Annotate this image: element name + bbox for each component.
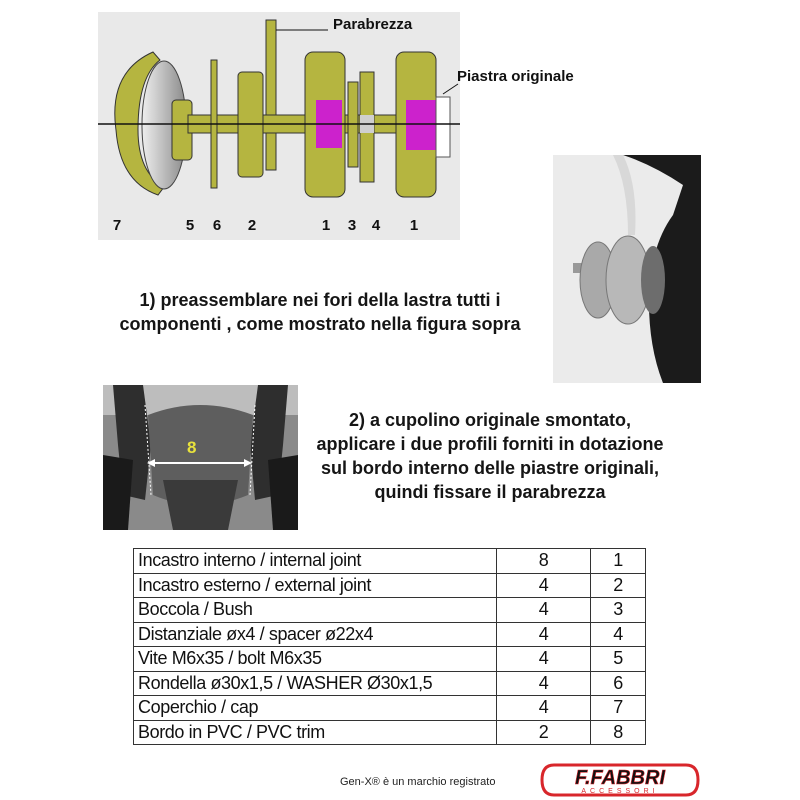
- instruction-step-2: 2) a cupolino originale smontato, applicare i due profili forniti in dotazione sul bordo interno delle piastre originali, quindi fissare il parabrezza: [316, 410, 664, 502]
- table-row: [134, 573, 646, 598]
- label-windshield: Parabrezza: [333, 16, 413, 33]
- part-number-label: 5: [185, 217, 195, 234]
- part-name-cell: Incastro interno / internal joint: [134, 549, 497, 574]
- part-reference-cell: 2: [591, 573, 646, 598]
- trim-label: 8: [187, 438, 197, 457]
- scooter-front-photo: [103, 385, 298, 530]
- part-name-cell: Boccola / Bush: [134, 598, 497, 623]
- part-number-label: 6: [212, 217, 222, 234]
- part-quantity-cell: 4: [497, 573, 591, 598]
- logo-sub-text: ACCESSORI: [581, 788, 659, 795]
- part-name-cell: Incastro esterno / external joint: [134, 573, 497, 598]
- part-quantity-cell: 4: [497, 647, 591, 672]
- part-name-cell: Rondella ø30x1,5 / WASHER Ø30x1,5: [134, 671, 497, 696]
- table-row: [134, 696, 646, 721]
- part-quantity-cell: 4: [497, 622, 591, 647]
- part-reference-cell: 5: [591, 647, 646, 672]
- part-reference-cell: 7: [591, 696, 646, 721]
- part-reference-cell: 6: [591, 671, 646, 696]
- part-number-label: 3: [347, 217, 357, 234]
- part-name-cell: Distanziale øx4 / spacer ø22x4: [134, 622, 497, 647]
- parts-list-body: [134, 549, 646, 745]
- part-quantity-cell: 8: [497, 549, 591, 574]
- exploded-assembly-diagram: [98, 12, 460, 240]
- part-number-label: 4: [371, 217, 381, 234]
- scooter-photo-drawing: [103, 385, 298, 530]
- magenta-insert-right: [406, 100, 436, 150]
- table-row: [134, 720, 646, 745]
- windshield-plate: [266, 20, 276, 170]
- logo-main-text: F.FABBRI: [575, 767, 665, 789]
- part-quantity-cell: 4: [497, 598, 591, 623]
- mounted-joint-photo: [553, 155, 701, 383]
- label-original-plate: Piastra originale: [457, 68, 574, 85]
- part-number-label: 2: [247, 217, 257, 234]
- part-name-cell: Coperchio / cap: [134, 696, 497, 721]
- table-row: [134, 598, 646, 623]
- part-reference-cell: 3: [591, 598, 646, 623]
- part-name-cell: Bordo in PVC / PVC trim: [134, 720, 497, 745]
- table-row: [134, 549, 646, 574]
- table-row: [134, 647, 646, 672]
- table-row: [134, 671, 646, 696]
- part-number-label: 1: [409, 217, 419, 234]
- original-plate: [436, 97, 450, 157]
- part-name-cell: Vite M6x35 / bolt M6x35: [134, 647, 497, 672]
- part-quantity-cell: 4: [497, 671, 591, 696]
- fabbri-logo: [540, 763, 700, 797]
- part-number-label: 7: [112, 217, 122, 234]
- part-reference-cell: 4: [591, 622, 646, 647]
- part-reference-cell: 1: [591, 549, 646, 574]
- part-number-label: 1: [321, 217, 331, 234]
- part-reference-cell: 8: [591, 720, 646, 745]
- parts-list-table: [133, 548, 646, 745]
- table-row: [134, 622, 646, 647]
- part-quantity-cell: 2: [497, 720, 591, 745]
- instruction-step-1: 1) preassemblare nei fori della lastra tutti i componenti , come mostrato nella figura sopra: [119, 290, 521, 334]
- trademark-note: Gen-X® è un marchio registrato: [340, 776, 496, 788]
- part-quantity-cell: 4: [497, 696, 591, 721]
